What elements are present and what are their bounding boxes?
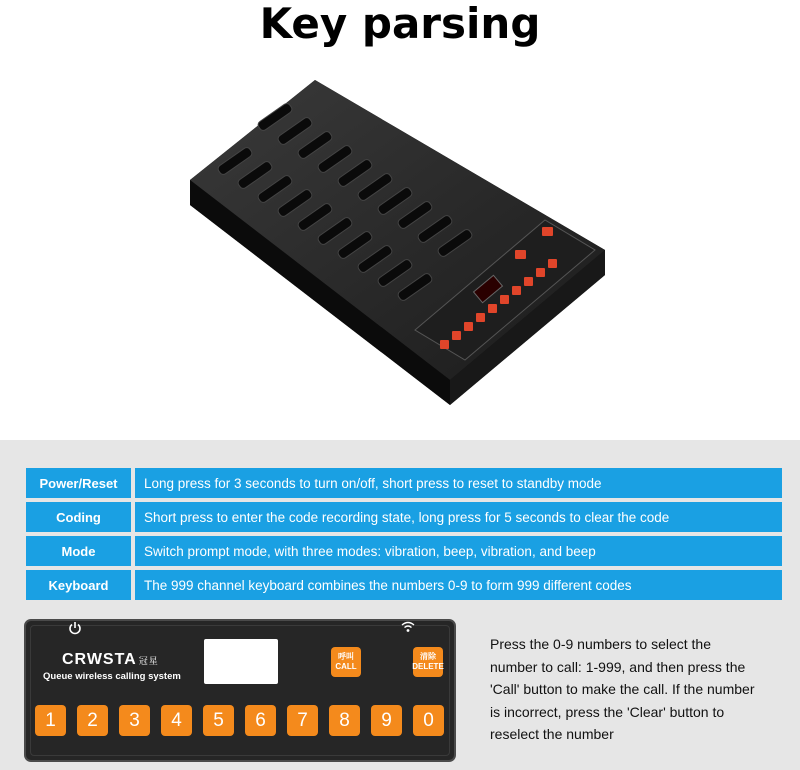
call-button[interactable]: 呼叫 CALL [331, 647, 361, 677]
key-2[interactable]: 2 [77, 705, 108, 736]
power-icon [68, 621, 82, 635]
key-9[interactable]: 9 [371, 705, 402, 736]
function-label: Coding [26, 502, 131, 532]
key-8[interactable]: 8 [329, 705, 360, 736]
key-4[interactable]: 4 [161, 705, 192, 736]
delete-button[interactable]: 清除 DELETE [413, 647, 443, 677]
function-description: The 999 channel keyboard combines the numbers 0-9 to form 999 different codes [135, 570, 782, 600]
panel-subtitle: Queue wireless calling system [43, 671, 181, 682]
function-label: Power/Reset [26, 468, 131, 498]
wifi-icon [401, 621, 415, 633]
display-screen [204, 639, 278, 684]
number-keys [35, 705, 445, 739]
function-description: Short press to enter the code recording state, long press for 5 seconds to clear the code [135, 502, 782, 532]
function-row-power-reset [26, 468, 782, 498]
function-description: Long press for 3 seconds to turn on/off, short press to reset to standby mode [135, 468, 782, 498]
page-title: Key parsing [259, 0, 541, 48]
panel-brand: CRWSTA 冠星 [62, 651, 159, 668]
function-label: Mode [26, 536, 131, 566]
key-0[interactable]: 0 [413, 705, 444, 736]
key-6[interactable]: 6 [245, 705, 276, 736]
function-row-coding [26, 502, 782, 532]
function-label: Keyboard [26, 570, 131, 600]
product-image [150, 60, 630, 430]
key-1[interactable]: 1 [35, 705, 66, 736]
function-row-keyboard [26, 570, 782, 600]
key-3[interactable]: 3 [119, 705, 150, 736]
key-5[interactable]: 5 [203, 705, 234, 736]
function-description: Switch prompt mode, with three modes: vibration, beep, vibration, and beep [135, 536, 782, 566]
function-row-mode [26, 536, 782, 566]
instructions-text: Press the 0-9 numbers to select the number to call: 1-999, and then press the 'Call' button to make the call. If the number is incorrect, press the 'Clear' button to reselect the number [490, 636, 755, 742]
key-7[interactable]: 7 [287, 705, 318, 736]
keypad-panel [24, 619, 456, 762]
